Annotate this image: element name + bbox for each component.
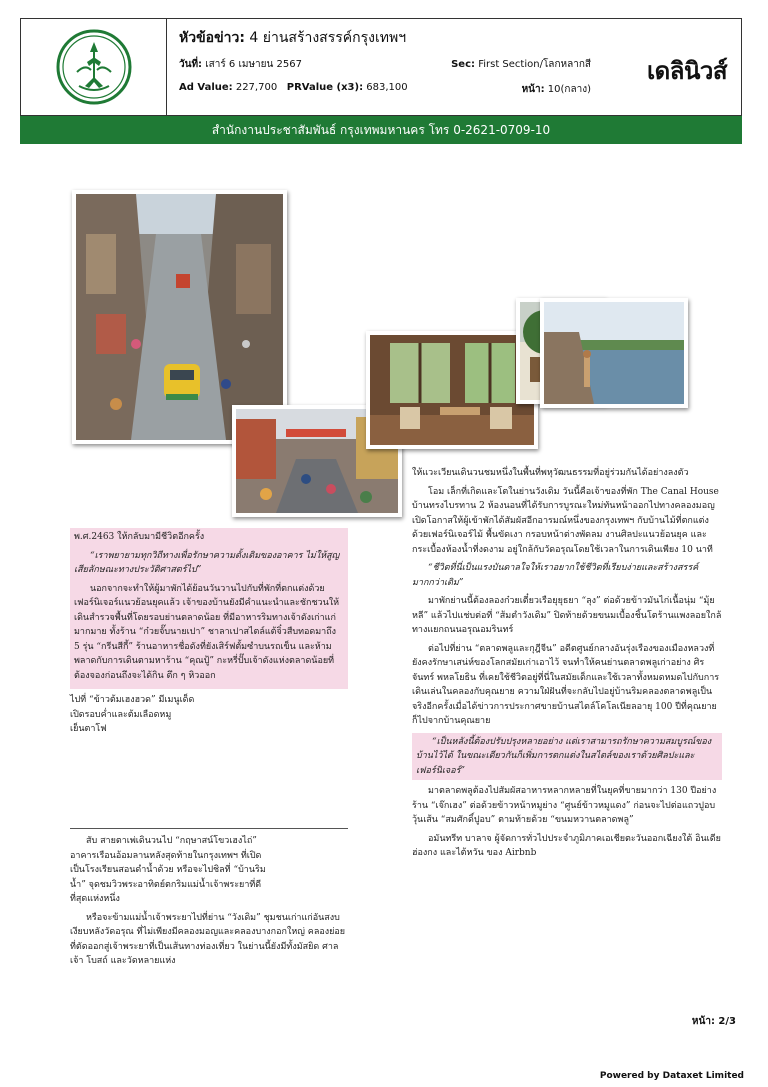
left-divider [70,828,348,829]
bma-seal-icon [55,28,133,106]
headline-label: หัวข้อข่าว: [179,30,245,46]
left-body-1: นอกจากจะทำให้ผู้มาพักได้ย้อนวันวานไปกับที่พักที่ตกแต่งด้วยเฟอร์นิเจอร์แนวย้อนยุคแล้ว เจ้าของบ้านยังมีคำแนะนำและชักชวนให้เดินสำรวจพื้นที่โดยรอบย่านตลาดน้อย ที่มีอาหารริมทางเจ้าดังเก่าแก่มากมาย ทั้งร้าน “ก๋วยจั๊บนายเปา” ชาลาเปาสไตล์แต้จิ๋วสืบทอดมาถึง 5 รุ่น “กรีนสีกี้” ร้านอาหารชื่อดังที่ยังเสิร์ฟตั้มซำบนรถเข็น และห้ามพลาดกับการเดินตามหาร้าน “คุณปู้” กะหรี่ปั๊บเจ้าดังแห่งตลาดน้อยที่ต้องจองก่อนถึงจะได้กิน ตึก ๆ หิวออก [74,583,340,681]
ad-value: 227,700 [232,82,278,93]
left-lead: พ.ศ.2463 ให้กลับมามีชีวิตอีกครั้ง [74,532,205,542]
street-photo-art [76,194,283,440]
date-value: เสาร์ 6 เมษายน 2567 [202,59,302,70]
pr-value-label: PRValue (x3): [286,82,364,93]
dailynews-logo: เดลินิวส์ [646,57,727,85]
value-row [179,82,591,97]
canal-photo-art [544,302,684,404]
powered-by: Powered by Dataxet Limited [599,1071,744,1081]
pr-value: 683,100 [363,82,408,93]
section-label: Sec: [451,59,476,70]
living-room-photo [366,331,538,449]
agency-bar: สำนักงานประชาสัมพันธ์ กรุงเทพมหานคร โทร 0-2621-0709-10 [20,116,742,144]
living-room-photo-art [370,335,534,445]
right-pullquote: “เป็นหลังนี้ต้องปรับปรุงหลายอย่าง แต่เราสามารถรักษาความสมบูรณ์ของบ้านไว้ได้ ในขณะเดียวกันก็เพิ่มการตกแต่งในสไตล์ของเราด้วยศิลปะและเฟอร์นิเจอร์” [412,733,722,781]
clipping-header [20,18,742,116]
pink-highlight-box [70,528,348,689]
date-label: วันที่: [179,59,203,70]
left-body-4: หรือจะข้ามแม่น้ำเจ้าพระยาไปที่ย่าน “วังเดิม” ชุมชนเก่าแก่อันสงบเงียบหลังวัดอรุณ ที่ไม่เพียงมีคลองมอญและคลองบางกอกใหญ่ คลองย่อยที่ตัดออกสู่เจ้าพระยาที่เป็นเส้นทางท่องเที่ยว ในย่านนี้ยังมีทั้งมัสยิด ศาลเจ้า โบสถ์ และวัดหลายแห่ง [70,912,346,966]
left-pullquote: “เราพยายามทุกวิถีทางเพื่อรักษาความดั้งเดิมของอาคาร ไม่ให้สูญเสียลักษณะทางประวัติศาสตร์ไป” [74,550,340,575]
page-label: หน้า: [521,84,545,95]
left-column-lower [70,834,348,973]
right-body-6: มาตลาดพลูต้องไปสัมผัสอาหารหลากหลายที่ในยุคที่ขายมากว่า 130 ปีอย่างร้าน “เจ๊กเฮง” ต่อด้วยข้าวหน้าหมูย่าง “ศูนย์ข้าวหมูแดง” ก่อนจะไปต่อแถวปูอบวุ้นเส้น “สมศักดิ์ปูอบ” ตามท้ายด้วย “ขนมหวานตลาดพลู” [412,786,717,825]
page-counter: หน้า: 2/3 [691,1016,736,1027]
section-value: First Section/โลกหลากสี [475,59,591,70]
right-body-7: อมันทรีท บาลาจ ผู้จัดการทั่วไปประจำภูมิภาคเอเชียตะวันออกเฉียงใต้ อินเดีย ฮ่องกง และไต้หวัน ของ Airbnb [412,833,721,858]
left-body-3: สับ สายตาเพ่เดินวนไป “กฤษาสน์โขวเฮงไถ่” อาคารเรือนอ้อมลานหลังสุดท้ายในกรุงเทพฯ ที่เปิดเป็นโรงเรียนสอนดำน้ำด้วย หรือจะไปชิลที่ “บ้านริมน้ำ” จุดชมวิวพระอาทิตย์ตกริมแม่น้ำเจ้าพระยาที่ดีที่สุดแห่งหนึ่ง [70,836,266,904]
left-column [70,528,348,741]
right-body-3: มาพักย่านนี้ต้องลองก๋วยเตี๋ยวเรือยุยุธยา “ลุง” ต่อด้วยข้าวมันไก่เนื้อนุ่ม “มุ้ยหลี” แล้วไปแช่บต่อที่ “ส้มตำวังเดิม” ปิดท้ายด้วยขนมเบื้องชิ้นโตร้านแพงลอยใกล้ทางแยกถนนอรุณอมรินทร์ [412,596,722,635]
right-body-1: โอม เล็กที่เกิดและโตในย่านวังเดิม วันนี้คือเจ้าของที่พัก The Canal House บ้านทรงไบรทาน 2 ห้องนอนที่ได้รับการบูรณะใหม่ทันหน้าออกไปทางคลองมอญ เปิดโอกาสให้ผู้เข้าพักได้สัมผัสอีกอารมณ์หนึ่งของกรุงเทพฯ กับบ้านไม้ที่ตกแต่งด้วยเฟอร์นิเจอร์ไม้ พื้นขัดเงา กรอบหน้าต่างพัดลม งานศิลปะแนวย้อนยุค และกระเบื้องห้องน้ำที่งดงาม อยู่ใกล้กับวัดอรุณโดยใช้เวลาในการเดินเพียง 10 นาที [412,486,719,555]
headline-row [179,27,591,49]
ad-value-label: Ad Value: [179,82,233,93]
headline-value: 4 ย่านสร้างสรรค์กรุงเทพฯ [244,30,407,46]
right-body-0: ให้แวะเวียนเดินวนชมหนึ่งในพื้นที่พหุวัฒนธรรมที่อยู่ร่วมกันได้อย่างลงตัว [412,468,689,478]
bma-logo-box [21,19,167,115]
canal-photo [540,298,688,408]
right-quote-1: “ชีวิตที่นี่เป็นแรงบันดาลใจให้เราอยากใช้ชีวิตที่เรียบง่ายและสร้างสรรค์มากกว่าเดิม” [412,563,699,588]
clipping-info [179,27,591,107]
right-body-4: ต่อไปที่ย่าน “ตลาดพลูและกุฎีจีน” อดีตศูนย์กลางอันรุ่งเรืองของเมืองหลวงที่ยังคงรักษาเสน่ห์ของโลกสมัยเก่าเอาไว้ จนทำให้คนย่านตลาดพลูเก่าอย่าง ศิรจันทร์ พหลโยธิน ที่เคยใช้ชีวิตอยู่ที่นี่ในสมัยเด็กและใช้เวลาทั้งหมดหมดไปกับการเดินเล่นในคลองกับคุณยาย ความใฝ่ฝันที่จะกลับไปอยู่บ้านริมคลองตลาดพลูเป็นจริงอีกครั้งเมื่อได้ข่าวการประกาศขายบ้านสไตล์โคโลเนียลอายุ 100 ปีที่คุณยายก็ไปจากบ้านคุณยาย [412,643,720,726]
left-body-2: ไปที่ “ข้าวต้มเฮงฮวด” มีเมนูเด็ดเปิดรอบค่ำและต้มเลือดหมูเย็นตาโฟ [70,695,195,734]
right-column [412,466,722,865]
page-value: 10(กลาง) [544,84,591,95]
date-section-row [179,57,591,72]
